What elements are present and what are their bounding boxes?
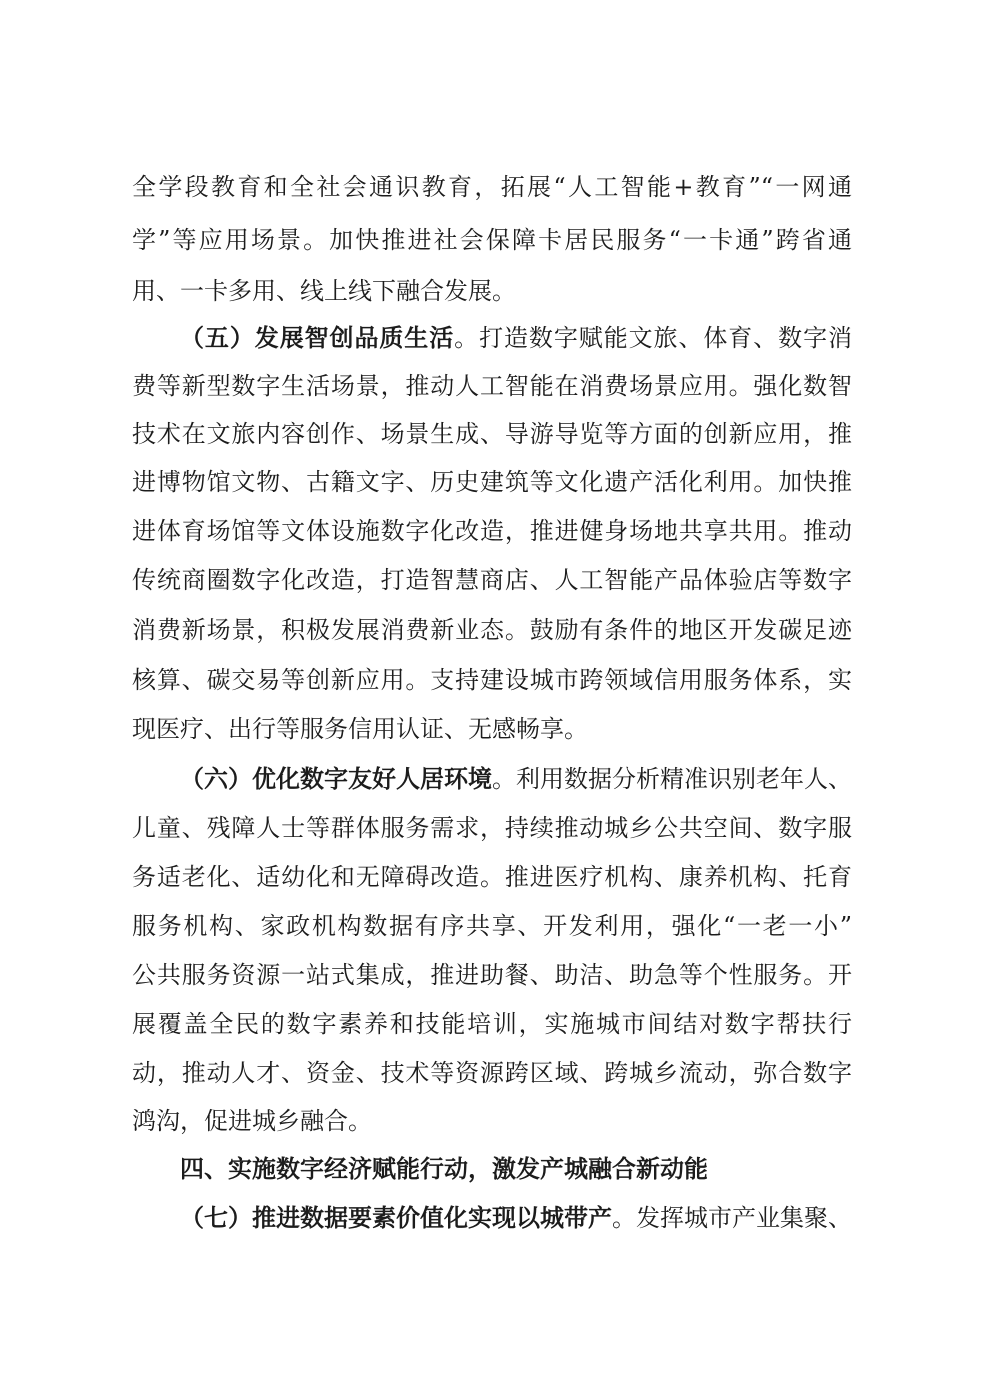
text-line: 公共服务资源一站式集成，推进助餐、助洁、助急等个性服务。开 bbox=[132, 961, 852, 989]
text-line: 学”等应用场景。加快推进社会保障卡居民服务“一卡通”跨省通 bbox=[132, 226, 852, 254]
text-line: 用、一卡多用、线上线下融合发展。 bbox=[132, 277, 516, 305]
paragraph-text: 。发挥城市产业集聚、 bbox=[612, 1204, 852, 1232]
text-line: 消费新场景，积极发展消费新业态。鼓励有条件的地区开发碳足迹 bbox=[132, 616, 852, 644]
text-line: 现医疗、出行等服务信用认证、无感畅享。 bbox=[132, 715, 588, 743]
text-line: 传统商圈数字化改造，打造智慧商店、人工智能产品体验店等数字 bbox=[132, 566, 852, 594]
text-line: 儿童、残障人士等群体服务需求，持续推动城乡公共空间、数字服 bbox=[132, 814, 852, 842]
paragraph-heading: （六）优化数字友好人居环境 bbox=[180, 764, 492, 793]
text-line: 展覆盖全民的数字素养和技能培训，实施城市间结对数字帮扶行 bbox=[132, 1010, 852, 1038]
text-line: 鸿沟，促进城乡融合。 bbox=[132, 1107, 372, 1135]
text-line: 进博物馆文物、古籍文字、历史建筑等文化遗产活化利用。加快推 bbox=[132, 468, 852, 496]
paragraph-first-line bbox=[180, 1203, 852, 1233]
text-line: 动，推动人才、资金、技术等资源跨区域、跨城乡流动，弥合数字 bbox=[132, 1059, 852, 1087]
section-heading: 四、实施数字经济赋能行动，激发产城融合新动能 bbox=[180, 1155, 708, 1183]
text-line: 务适老化、适幼化和无障碍改造。推进医疗机构、康养机构、托育 bbox=[132, 863, 852, 891]
text-line: 服务机构、家政机构数据有序共享、开发利用，强化“一老一小” bbox=[132, 912, 852, 940]
text-line: 技术在文旅内容创作、场景生成、导游导览等方面的创新应用，推 bbox=[132, 420, 852, 448]
text-line: 费等新型数字生活场景，推动人工智能在消费场景应用。强化数智 bbox=[132, 372, 852, 400]
text-line: 进体育场馆等文体设施数字化改造，推进健身场地共享共用。推动 bbox=[132, 517, 852, 545]
text-line: 核算、碳交易等创新应用。支持建设城市跨领域信用服务体系，实 bbox=[132, 666, 852, 694]
text-line: 全学段教育和全社会通识教育，拓展“人工智能+教育”“一网通 bbox=[132, 173, 852, 201]
paragraph-first-line bbox=[180, 764, 852, 794]
paragraph-heading: （七）推进数据要素价值化实现以城带产 bbox=[180, 1203, 612, 1232]
paragraph-heading: （五）发展智创品质生活 bbox=[180, 323, 455, 352]
paragraph-text: 。利用数据分析精准识别老年人、 bbox=[492, 765, 852, 793]
paragraph-text: 。打造数字赋能文旅、体育、数字消 bbox=[454, 324, 853, 352]
paragraph-first-line bbox=[180, 323, 852, 353]
